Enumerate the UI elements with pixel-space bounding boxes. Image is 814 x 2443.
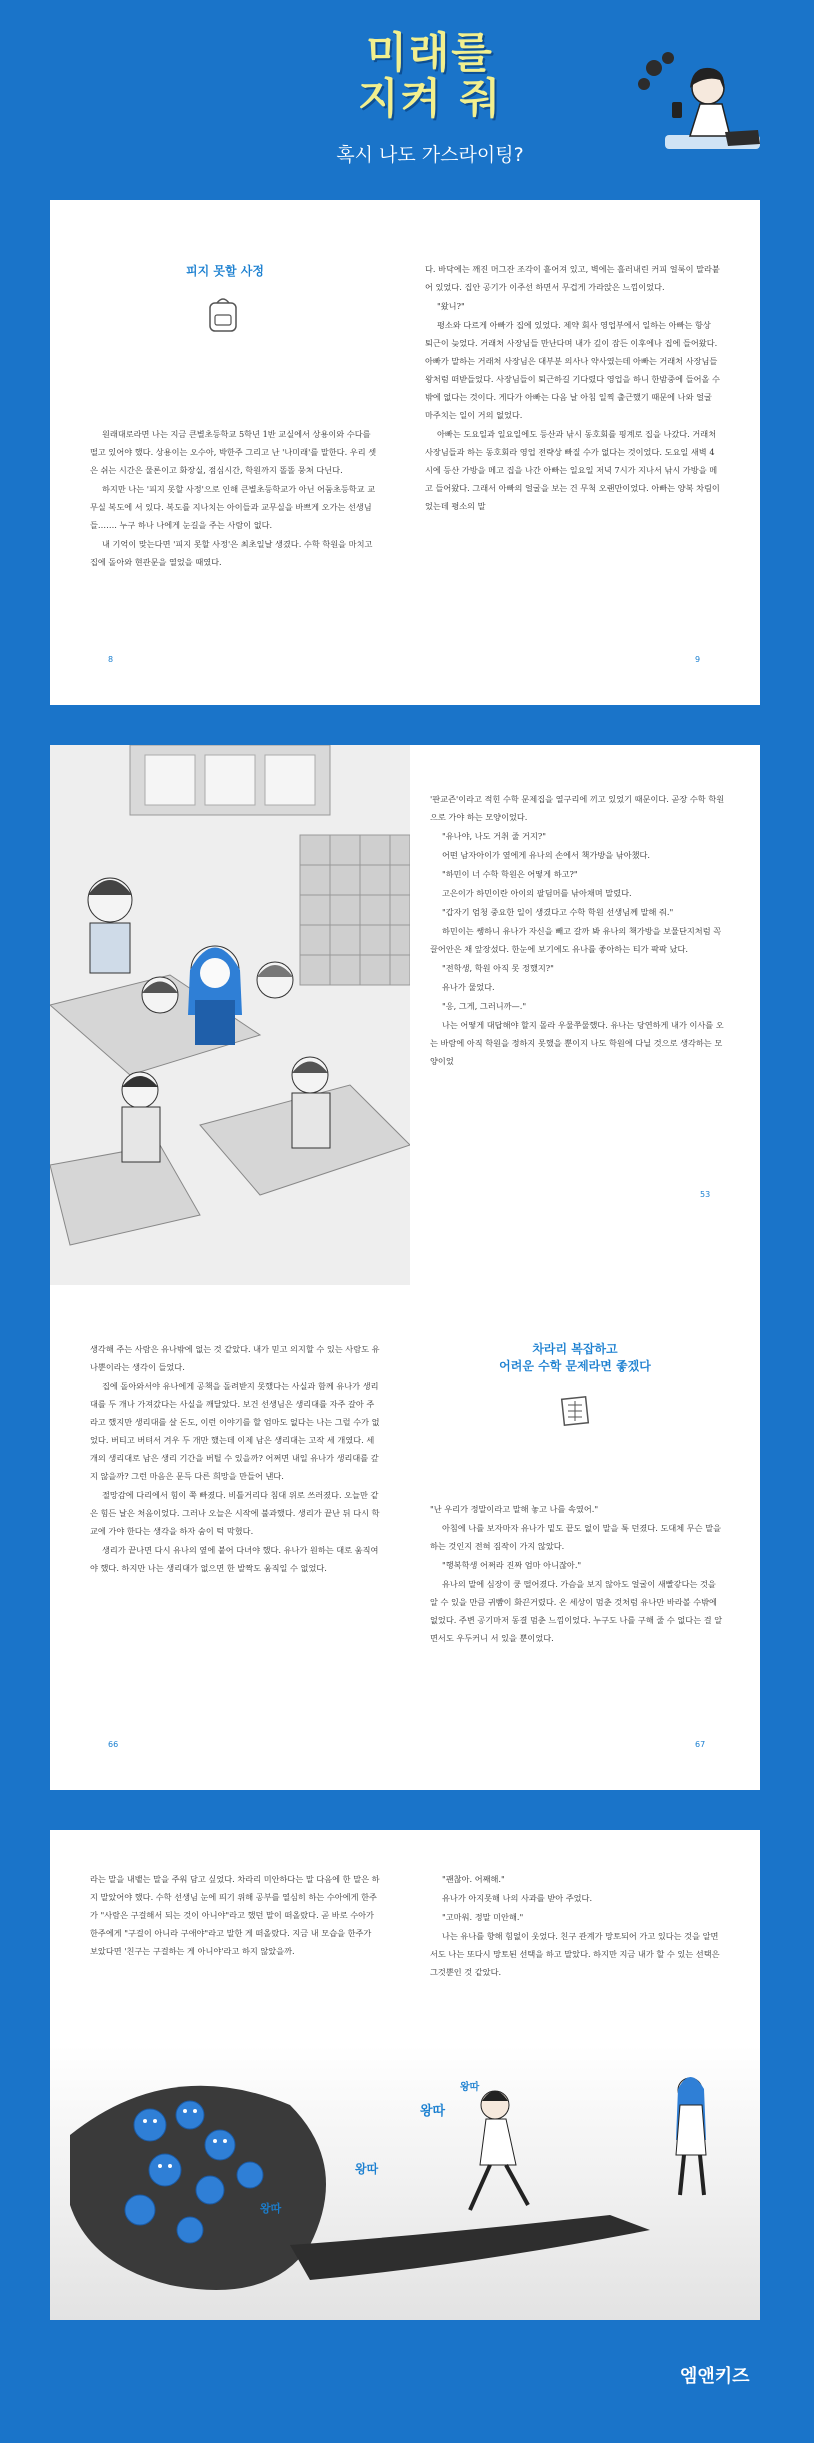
paragraph: 아빠는 도요일과 일요일에도 등산과 낚시 동호회를 핑계로 집을 나갔다. 거래처 사장님들과 하는 동호회라 영업 전략상 빠질 수가 없다는 것이었다. 도요일 새벽 4시에 등산 가방을 메고 집을 나간 아빠는 일요일 저녁 7시가 지나서 낚시 가방을 메고 들어왔다. 그래서 아빠의 얼굴을 보는 건 무척 오랜만이었다. 아빠는 양복 차림이었는데 평소의 말 [425, 429, 720, 511]
book-header [0, 0, 814, 190]
publisher-logo: 엠앤키즈 [680, 2366, 750, 2387]
paragraph: 생리가 끝나면 다시 유나의 옆에 붙어 다녀야 했다. 유나가 원하는 대로 움직여야 했다. 하지만 나는 생리대가 없으면 한 발짝도 움직일 수 없었다. [90, 1545, 379, 1573]
book-title-line1: 미래를 [366, 28, 494, 77]
paragraph: "갑자기 엄청 중요한 일이 생겼다고 수학 학원 선생님께 말해 줘." [442, 907, 674, 917]
paragraph: "하민이 너 수학 학원은 어떻게 하고?" [442, 869, 578, 879]
paragraph: '판교즌'이라고 적힌 수학 문제집을 열구리에 끼고 있었기 때문이다. 곧장 수학 학원으로 가야 하는 모양이었다. [430, 794, 725, 822]
book-title-line2: 지켜 줘 [357, 74, 503, 123]
page-3-left-text [90, 1340, 380, 1578]
math-paper-icon [560, 1395, 590, 1427]
paragraph: "난 우리가 정말이라고 말해 놓고 나를 속였어." [430, 1504, 599, 1514]
speech-bubble-text: 왕따 [355, 2162, 379, 2176]
page-1-left-text [90, 425, 380, 572]
paragraph: "전학생, 학원 아직 못 정했지?" [442, 963, 554, 973]
chapter-title-line1: 차라리 복잡하고 [532, 1342, 618, 1356]
paragraph: 평소와 다르게 아빠가 집에 있었다. 제약 회사 영업부에서 일하는 아빠는 항상 퇴근이 늦었다. 거래처 사장님들 만난다며 내가 깊이 잠든 이후에나 집에 들어왔다. 아빠가 말하는 거래처 사장님은 대부분 의사나 약사였는데 아빠는 거래처 사장님들 왕처럼 떠받들었다. 사장님들이 퇴근하길 기다렸다 영업을 하니 한밤중에 들어올 수밖에 없다는 것이다. 게다가 아빠는 다음 날 아침 일찍 출근했기 때문에 나와 얼굴 마주치는 일이 거의 없었다. [425, 320, 720, 420]
paragraph: "유나야, 나도 거취 줄 거지?" [442, 831, 547, 841]
book-spread-4 [50, 1830, 760, 2320]
page-4-right-text [430, 1870, 725, 1982]
paragraph: "괜찮아. 어째해." [442, 1874, 505, 1884]
speech-bubble-text: 왕따 [260, 2202, 282, 2215]
paragraph: 고은이가 하민이란 아이의 팔딤머를 낚아채며 말렸다. [442, 888, 632, 898]
backpack-icon [205, 295, 241, 335]
book-spread-1 [50, 200, 760, 705]
classroom-illustration [50, 745, 410, 1290]
paragraph: 집에 돌아와서야 유나에게 공책을 돌려받지 못했다는 사실과 함께 유나가 생리대를 두 개나 가져갔다는 사실을 깨달았다. 보건 선생님은 생리대를 자주 갈아 주라고 했지만 생리대를 살 돈도, 이런 이야기를 할 엄마도 없다는 나는 그럴 수가 없었다. 버티고 버텨서 겨우 두 개만 했는데 이제 남은 생리대는 고작 세 개였다. 세 개의 생리대로 남은 생리 기간을 버틸 수 있을까? 어쩌면 내일 유나가 생리대를 갚지 않을까? 그런 마음은 문득 다른 희망을 만들어 낸다. [90, 1381, 380, 1481]
paragraph: 유나의 말에 심장이 쿵 떨어졌다. 가슴을 보지 않아도 얼굴이 새빨갛다는 것을 알 수 있을 만큼 귀뺨이 화끈거렸다. 온 세상이 멈춘 것처럼 유나만 바라볼 수밖에 없었다. 주변 공기마저 동결 멈춘 느낌이었다. 누구도 나를 구해 줄 수 없다는 걸 알면서도 우두커니 서 있을 뿐이었다. [430, 1579, 723, 1643]
paragraph: 다. 바닥에는 깨진 머그잔 조각이 흩어져 있고, 벽에는 흘러내린 커피 얼룩이 말라붙어 있었다. 집안 공기가 이주선 하면서 무겁게 가라앉은 느낌이었다. [425, 264, 720, 292]
page-number: 53 [700, 1190, 711, 1199]
book-title [340, 30, 520, 122]
chapter-title: 피지 못할 사정 [186, 264, 264, 278]
book-spread-2 [50, 745, 760, 1290]
paragraph: "왔니?" [437, 301, 465, 311]
page-number: 67 [695, 1740, 706, 1749]
page-number: 9 [695, 655, 701, 664]
page-4-left-text [90, 1870, 380, 1961]
chapter-title-line2: 어려운 수학 문제라면 좋겠다 [499, 1359, 651, 1373]
paragraph: "고마워. 정말 미안해." [442, 1912, 524, 1922]
chapter-title [440, 1340, 710, 1374]
paragraph: 아침에 나를 보자마자 유나가 밑도 끝도 없이 말을 툭 던졌다. 도대체 무슨 말을 하는 것인지 전혀 짐작이 가지 않았다. [430, 1523, 722, 1551]
paragraph: 생각해 주는 사람은 유나밖에 없는 것 같았다. 내가 믿고 의지할 수 있는 사람도 유나뿐이라는 생각이 들었다. [90, 1344, 380, 1372]
book-subtitle: 혹시 나도 가스라이팅? [336, 144, 524, 166]
paragraph: "응, 그게, 그러니까—." [442, 1001, 527, 1011]
paragraph: 라는 말을 내뱉는 말을 주워 담고 싶었다. 차라리 미안하다는 말 다음에 한 말은 하지 말았어야 했다. 수학 선생님 눈에 띄기 위해 공부를 열심히 하는 수아에게 한주가 "사람은 구걸해서 되는 것이 아니야"라고 했던 말이 떠올랐다. 곧 바로 수아가 한주에게 "구걸이 아니라 구애야"라고 말한 게 떠올랐다. 지금 내 모습을 한주가 보았다면 '친구는 구걸하는 게 아니야'라고 하지 않았을까. [90, 1874, 380, 1956]
paragraph: 어떤 남자아이가 옆에게 유나의 손에서 책가방을 낚아챘다. [442, 850, 651, 860]
speech-bubble-text: 왕따 [420, 2104, 446, 2119]
speech-bubble-text: 왕따 [460, 2082, 480, 2093]
paragraph: 유나가 아지못해 나의 사과를 받아 주었다. [442, 1893, 593, 1903]
book-spread-3 [50, 1285, 760, 1790]
paragraph: 원래대로라면 나는 지금 큰별초등학교 5학년 1반 교실에서 상용이와 수다를 떨고 있어야 했다. 상용이는 오수아, 박한주 그리고 난 '나미래'를 말한다. 우리 셋은 쉬는 시간은 물론이고 화장실, 점심시간, 학원까지 똘똘 뭉쳐 다닌다. [90, 429, 377, 475]
paragraph: 하지만 나는 '피지 못할 사정'으로 인해 큰별초등학교가 아닌 어둠초등학교 교무실 복도에 서 있다. 복도를 지나치는 아이들과 교무실을 바쁘게 오가는 선생님들……. 누구 하나 나에게 눈길을 주는 사람이 없다. [90, 484, 376, 530]
page-1-right-text [425, 260, 720, 516]
paragraph: 유나가 물었다. [442, 982, 495, 992]
paragraph: 하민이는 쌩하니 유나가 자신을 빼고 갈까 봐 유나의 책가방을 보물단지처럼 꼭 끌어안은 채 앞장섰다. 한눈에 보기에도 유나를 좋아하는 티가 팍팍 났다. [430, 926, 722, 954]
page-2-text [430, 790, 725, 1071]
paragraph: "행복학생 어쩌라 진짜 엄마 아니잖아." [442, 1560, 582, 1570]
page-number: 66 [108, 1740, 119, 1749]
page-number: 8 [108, 655, 114, 664]
page-3-right-text [430, 1500, 725, 1648]
paragraph: 내 기억이 맞는다면 '피지 못할 사정'은 최초일날 생겼다. 수학 학원을 마치고 집에 돌아와 현관문을 열었을 때였다. [90, 539, 373, 567]
paragraph: 나는 어떻게 대답해야 할지 몰라 우물쭈물했다. 유나는 당연하게 내가 이사를 오는 바람에 아직 학원을 정하지 못했을 뿐이지 나도 학원에 다닐 것으로 생각하는 모양이었 [430, 1020, 724, 1066]
bullying-shadow-illustration [50, 2045, 760, 2320]
girl-with-phone-illustration [630, 50, 780, 170]
paragraph: 나는 유나를 향해 힘없이 웃었다. 친구 관계가 망토되어 가고 있다는 것을 알면서도 나는 또다시 망토된 선택을 하고 말았다. 하지만 지금 내가 할 수 있는 선택은 그것뿐인 것 같았다. [430, 1931, 720, 1977]
paragraph: 절망감에 다리에서 힘이 쭉 빠졌다. 비틀거리다 침대 위로 쓰러졌다. 오늘만 같은 힘든 날은 처음이었다. 그러나 오늘은 시작에 불과했다. 생리가 끝난 뒤 다시 학교에 가야 한다는 생각을 하자 숨이 턱 막혔다. [90, 1490, 380, 1536]
